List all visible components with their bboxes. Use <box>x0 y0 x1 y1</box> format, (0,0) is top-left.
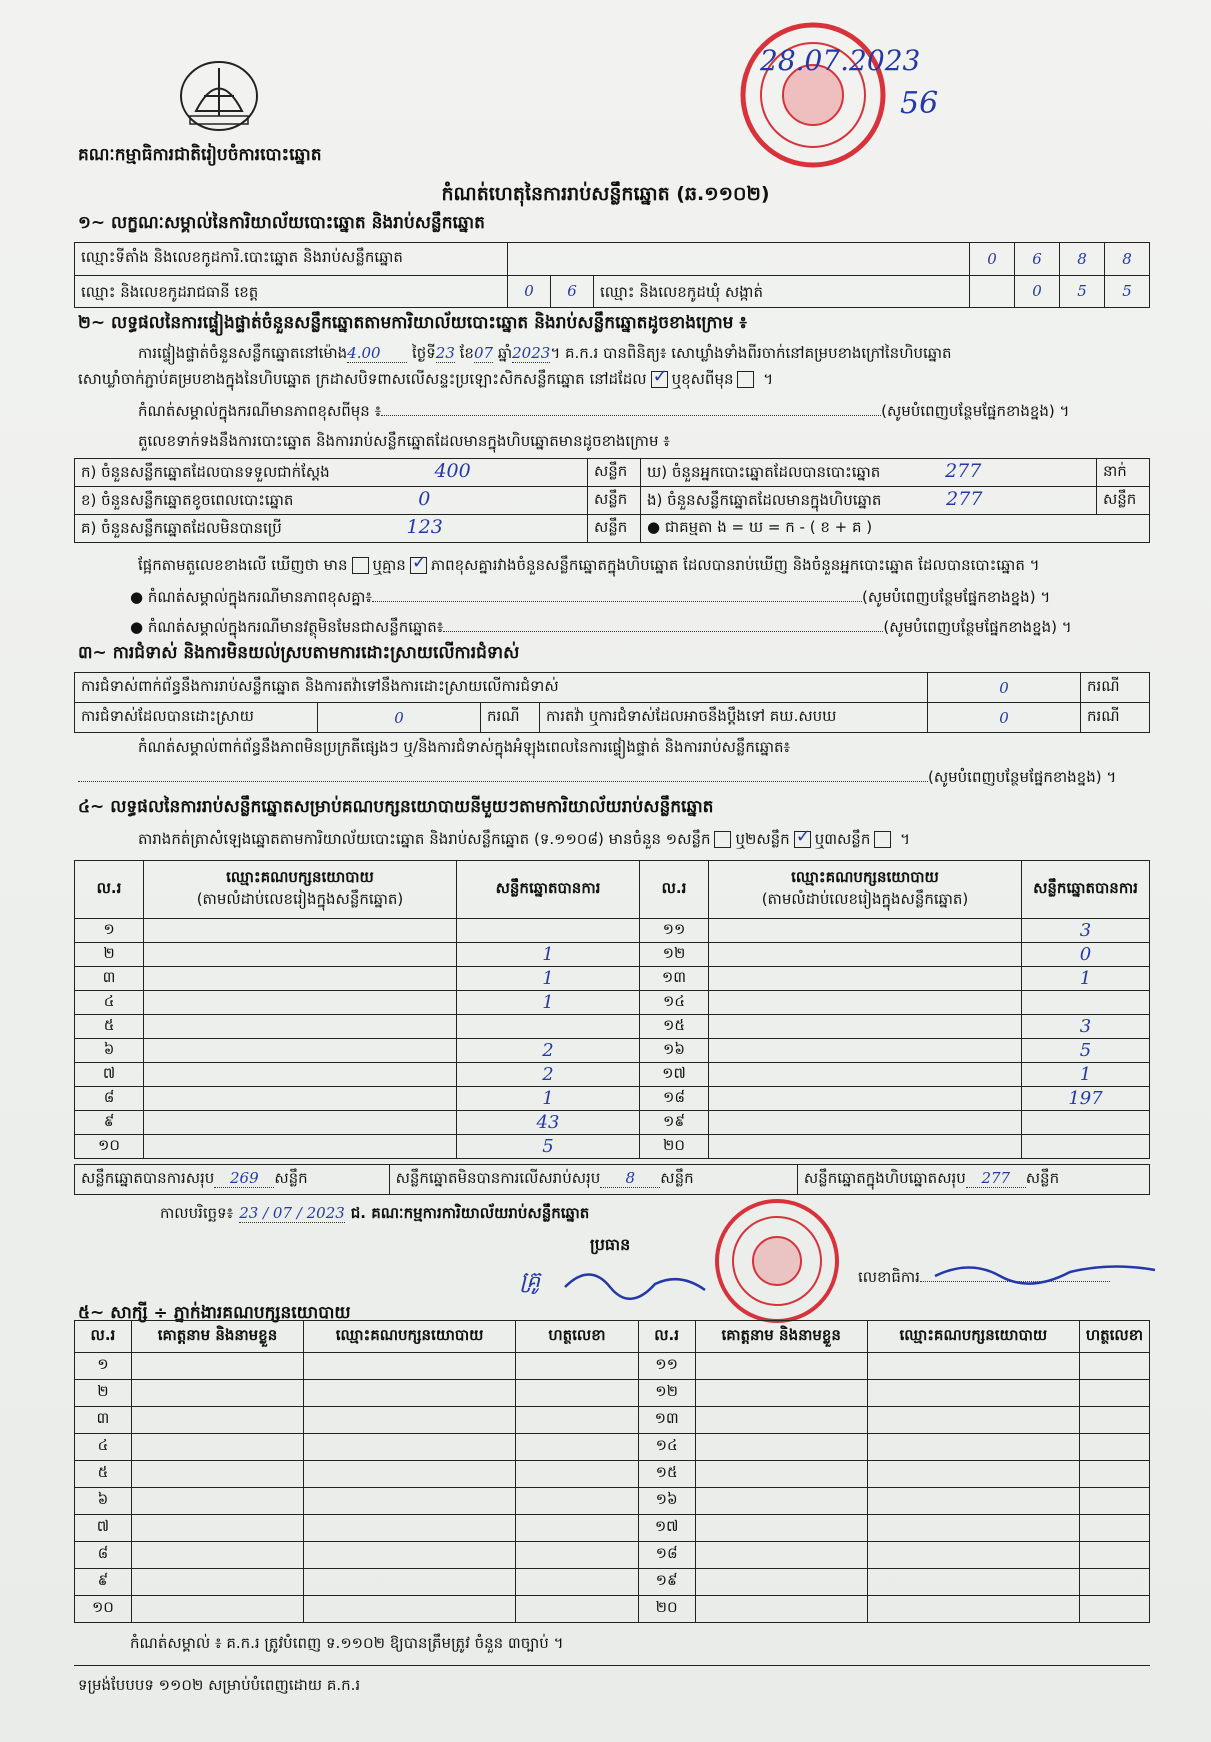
table-row <box>75 1596 1150 1623</box>
nec-emblem-icon <box>176 56 262 136</box>
witness-party <box>304 1461 516 1488</box>
witness-signature <box>1079 1380 1149 1407</box>
witness-party <box>867 1461 1079 1488</box>
section1-heading: ១~ លក្ខណៈសម្គាល់នៃការិយាល័យបោះឆ្នោត និងរាប់សន្លឹកឆ្នោត <box>78 213 485 233</box>
witness-number: ១៨ <box>638 1542 695 1569</box>
party-votes: 1 <box>457 1087 640 1111</box>
witness-number: ១ <box>75 1353 132 1380</box>
col-no: ល.រ <box>75 861 144 919</box>
witness-party <box>867 1542 1079 1569</box>
table-row <box>75 1087 1150 1111</box>
has-discrepancy-checkbox[interactable] <box>352 557 369 574</box>
party-number: ២០ <box>640 1135 709 1159</box>
totals-table <box>74 1164 1150 1195</box>
party-name <box>709 1015 1022 1039</box>
party-number: ២ <box>75 943 144 967</box>
party-name <box>709 943 1022 967</box>
col-no: ល.រ <box>638 1321 695 1353</box>
party-name <box>709 1039 1022 1063</box>
party-number: ១៥ <box>640 1015 709 1039</box>
witness-number: ៧ <box>75 1515 132 1542</box>
count-row-d: ឃ) ចំនួនអ្នកបោះឆ្នោតដែលបានបោះឆ្នោត 277 <box>641 459 1097 487</box>
col-party: ឈ្មោះគណបក្សនយោបាយ (តាមលំដាប់លេខរៀងក្នុងសន្លឹកឆ្នោត) <box>144 861 457 919</box>
verification-year: 2023 <box>512 344 551 362</box>
witness-name <box>131 1407 303 1434</box>
witness-party <box>304 1569 516 1596</box>
witness-name <box>695 1380 867 1407</box>
no-discrepancy-checkbox[interactable] <box>410 557 427 574</box>
witness-party <box>867 1569 1079 1596</box>
witness-name <box>695 1569 867 1596</box>
witness-number: ៥ <box>75 1461 132 1488</box>
count-row-a: ក) ចំនួនសន្លឹកឆ្នោតដែលបានទទួលជាក់ស្តែង 400 <box>75 459 588 487</box>
col-party: ឈ្មោះគណបក្សនយោបាយ <box>304 1321 516 1353</box>
col-sign: ហត្ថលេខា <box>516 1321 639 1353</box>
intact-checkbox[interactable] <box>651 371 668 388</box>
witness-party <box>867 1353 1079 1380</box>
table-row <box>75 919 1150 943</box>
party-name <box>144 1039 457 1063</box>
witness-party <box>867 1488 1079 1515</box>
footer-note: កំណត់សម្គាល់ ៖ គ.ក.រ ត្រូវបំពេញ ទ.១១០២ ឱ្យបានត្រឹមត្រូវ ចំនួន ៣ច្បាប់ ។ <box>130 1634 564 1652</box>
case-unit: ករណី <box>1081 703 1150 733</box>
total-box: សន្លឹកឆ្នោតក្នុងហិបឆ្នោតសរុប 277 សន្លឹក <box>797 1165 1149 1195</box>
witness-number: ១០ <box>75 1596 132 1623</box>
witness-name <box>131 1515 303 1542</box>
party-votes: 5 <box>457 1135 640 1159</box>
count-row-e: ង) ចំនួនសន្លឹកឆ្នោតដែលមានក្នុងហិបឆ្នោត 277 <box>641 487 1097 515</box>
witness-name <box>131 1434 303 1461</box>
witness-party <box>867 1515 1079 1542</box>
chair-signature-icon <box>560 1262 710 1302</box>
unit-label: សន្លឹក <box>1097 487 1150 515</box>
party-votes: 1 <box>457 967 640 991</box>
verification-time: 4.00 <box>347 344 407 363</box>
one-sheet-checkbox[interactable] <box>714 831 731 848</box>
party-votes <box>1022 991 1150 1015</box>
formula: ● ជាគម្មតា ង = ឃ = ក - ( ខ + គ ) <box>641 515 1150 543</box>
unit-label: សន្លឹក <box>588 459 641 487</box>
party-number: ១៧ <box>640 1063 709 1087</box>
count-c-value: 123 <box>406 516 443 538</box>
party-votes: 197 <box>1022 1087 1150 1111</box>
party-number: ៨ <box>75 1087 144 1111</box>
party-number: ១៣ <box>640 967 709 991</box>
table-row <box>75 1353 1150 1380</box>
section1-table <box>74 242 1150 308</box>
witness-number: ២ <box>75 1380 132 1407</box>
commune-code-digit: 5 <box>1105 275 1150 308</box>
party-votes: 43 <box>457 1111 640 1135</box>
table-row <box>75 1039 1150 1063</box>
witness-number: ១៤ <box>638 1434 695 1461</box>
col-sign: ហត្ថលេខា <box>1079 1321 1149 1353</box>
witness-number: ១៥ <box>638 1461 695 1488</box>
col-party: ឈ្មោះគណបក្សនយោបាយ <box>867 1321 1079 1353</box>
committee-label: ជ. គណៈកម្មការការិយាល័យរាប់សន្លឹកឆ្នោត <box>350 1204 590 1222</box>
witness-signature <box>1079 1407 1149 1434</box>
table-row <box>75 1407 1150 1434</box>
province-code-digit: 0 <box>508 275 551 308</box>
appeal-count: 0 <box>928 703 1081 733</box>
page-title: កំណត់ហេតុនៃការរាប់សន្លឹកឆ្នោត (ឆ.១១០២) <box>441 183 770 205</box>
province-label: ឈ្មោះ និងលេខកូដរាជធានី ខេត្ត <box>75 275 508 308</box>
objections-table <box>74 672 1150 733</box>
section4-heading: ៤~ លទ្ធផលនៃការរាប់សន្លឹកឆ្នោតសម្រាប់គណបក្សនយោបាយនីមួយៗតាមការិយាល័យរាប់សន្លឹកឆ្នោត <box>78 797 714 817</box>
bullet-discrepancy-note: ● កំណត់សម្គាល់ក្នុងករណីមានភាពខុសគ្នា៖ (សូមបំពេញបន្ថែមផ្នែកខាងខ្នង) ។ <box>130 588 1051 606</box>
table-row <box>75 1380 1150 1407</box>
stamp-number: 56 <box>900 86 939 121</box>
witness-signature <box>1079 1515 1149 1542</box>
witness-party <box>304 1488 516 1515</box>
party-votes: 1 <box>1022 967 1150 991</box>
witness-name <box>695 1542 867 1569</box>
office-code-digit: 8 <box>1060 243 1105 276</box>
count-row-b: ខ) ចំនួនសន្លឹកឆ្នោតខូចពេលបោះឆ្នោត 0 <box>75 487 588 515</box>
section2-heading: ២~ លទ្ធផលនៃការផ្ទៀងផ្ទាត់ចំនួនសន្លឹកឆ្នោតតាមការិយាល័យបោះឆ្នោត និងរាប់សន្លឹកឆ្នោតដូចខាងក្រោម ៖ <box>78 313 747 333</box>
witness-name <box>695 1407 867 1434</box>
witness-number: ១៦ <box>638 1488 695 1515</box>
party-number: ១៤ <box>640 991 709 1015</box>
discrepancy-line: ផ្អែកតាមតួលេខខាងលើ ឃើញថា មាន ឬគ្មាន✓ ភាពខុសគ្នារវាងចំនួនសន្លឹកឆ្នោតក្នុងហិបឆ្នោត ដែលបានរាប់ឃើញ និងចំនួនអ្នកបោះឆ្នោត ដែលបានបោះឆ្នោត ។ <box>138 556 1148 578</box>
witness-party <box>867 1434 1079 1461</box>
witness-signature <box>1079 1353 1149 1380</box>
total-valid-value: 269 <box>214 1169 274 1188</box>
col-votes: សន្លឹកឆ្នោតបានការ <box>1022 861 1150 919</box>
secretary: លេខាធិការ <box>858 1268 1110 1290</box>
table-row <box>75 943 1150 967</box>
witness-name <box>131 1461 303 1488</box>
count-d-value: 277 <box>945 460 982 482</box>
section3-heading: ៣~ ការជំទាស់ និងការមិនយល់ស្របតាមការដោះស្រាយលើការជំទាស់ <box>78 643 520 663</box>
party-name <box>709 967 1022 991</box>
party-name <box>144 1087 457 1111</box>
party-number: ៣ <box>75 967 144 991</box>
counts-intro: តួលេខទាក់ទងនឹងការបោះឆ្នោត និងការរាប់សន្លឹកឆ្នោតដែលមានក្នុងហិបឆ្នោតមានដូចខាងក្រោម ៖ <box>138 432 670 450</box>
witness-name <box>131 1380 303 1407</box>
party-name <box>144 967 457 991</box>
commune-code-digit: 0 <box>1015 275 1060 308</box>
party-votes: 1 <box>457 991 640 1015</box>
case-unit: ករណី <box>481 703 540 733</box>
witness-number: ១៩ <box>638 1569 695 1596</box>
form-id: ទម្រង់បែបបទ ១១០២ សម្រាប់បំពេញដោយ គ.ក.រ <box>78 1676 361 1694</box>
stamp-date: 28.07.2023 <box>760 44 921 77</box>
party-number: ៩ <box>75 1111 144 1135</box>
party-number: ១៦ <box>640 1039 709 1063</box>
witness-signature <box>516 1488 639 1515</box>
office-code-digit: 8 <box>1105 243 1150 276</box>
party-votes <box>1022 1135 1150 1159</box>
table-row <box>75 1542 1150 1569</box>
party-name <box>144 1015 457 1039</box>
case-unit: ករណី <box>1081 673 1150 703</box>
party-number: ៥ <box>75 1015 144 1039</box>
appeal-label: ការតវ៉ា ឬការជំទាស់ដែលអាចនឹងប្តឹងទៅ គឃ.សបឃ <box>540 703 928 733</box>
party-name <box>709 1111 1022 1135</box>
party-name <box>709 1063 1022 1087</box>
tally-sheet-line: តារាងកត់ត្រាសំឡេងឆ្នោតតាមការិយាល័យបោះឆ្នោត និងរាប់សន្លឹកឆ្នោត (ទ.១១០៨) មានចំនួន ១សន្លឹក ឬ២សន្លឹក✓ ឬ៣សន្លឹក ។ <box>138 830 910 852</box>
party-votes <box>457 1015 640 1039</box>
table-row <box>75 1111 1150 1135</box>
witness-number: ១៣ <box>638 1407 695 1434</box>
section5-heading: ៥~ សាក្សី ÷ ភ្នាក់ងារគណបក្សនយោបាយ <box>78 1303 351 1323</box>
witness-name <box>695 1461 867 1488</box>
irregularity-fill: (សូមបំពេញបន្ថែមផ្នែកខាងខ្នង) ។ <box>78 768 1148 790</box>
count-b-value: 0 <box>418 488 431 510</box>
table-row <box>75 1461 1150 1488</box>
total-invalid: សន្លឹកឆ្នោតមិនបានការលើសរាប់សរុប 8 សន្លឹក <box>389 1165 797 1195</box>
witness-signature <box>1079 1461 1149 1488</box>
party-name <box>144 943 457 967</box>
count-a-value: 400 <box>434 460 471 482</box>
witness-party <box>867 1596 1079 1623</box>
witness-party <box>304 1407 516 1434</box>
witness-number: ៨ <box>75 1542 132 1569</box>
footer-divider <box>74 1665 1150 1666</box>
witness-name <box>131 1488 303 1515</box>
irregularity-note: កំណត់សម្គាល់ពាក់ព័ន្ធនឹងភាពមិនប្រក្រតីផ្សេងៗ ឬ/និងការជំទាស់ក្នុងអំឡុងពេលនៃការផ្ទៀងផ្ទាត់ និងការរាប់សន្លឹកឆ្នោត៖ <box>138 738 791 756</box>
witness-number: ៤ <box>75 1434 132 1461</box>
witness-number: ១១ <box>638 1353 695 1380</box>
verification-day: 23 <box>435 344 455 362</box>
table-row <box>75 1569 1150 1596</box>
count-e-value: 277 <box>946 488 983 510</box>
col-no: ល.រ <box>75 1321 132 1353</box>
party-name <box>144 919 457 943</box>
three-sheet-checkbox[interactable] <box>874 831 891 848</box>
party-number: ៧ <box>75 1063 144 1087</box>
witness-signature <box>516 1407 639 1434</box>
party-number: ១៩ <box>640 1111 709 1135</box>
witness-name <box>695 1353 867 1380</box>
party-votes: 3 <box>1022 919 1150 943</box>
party-name <box>144 1135 457 1159</box>
witness-party <box>304 1515 516 1542</box>
unit-label: សន្លឹក <box>588 515 641 543</box>
witness-signature <box>516 1569 639 1596</box>
table-row <box>75 1515 1150 1542</box>
results-body <box>75 919 1150 1159</box>
table-row <box>75 1063 1150 1087</box>
witness-name <box>131 1542 303 1569</box>
witness-party <box>304 1596 516 1623</box>
chair-signature: គ្រូ <box>520 1268 541 1293</box>
secretary-signature-icon <box>930 1254 1160 1288</box>
table-row <box>75 1488 1150 1515</box>
party-name <box>144 1063 457 1087</box>
party-votes: 3 <box>1022 1015 1150 1039</box>
office-code-digit: 6 <box>1015 243 1060 276</box>
org-name: គណៈកម្មាធិការជាតិរៀបចំការបោះឆ្នោត <box>78 145 322 165</box>
count-date: 23 / 07 / 2023 <box>239 1204 345 1222</box>
witness-signature <box>1079 1569 1149 1596</box>
witness-signature <box>516 1515 639 1542</box>
resolved-label: ការជំទាស់ដែលបានដោះស្រាយ <box>75 703 318 733</box>
total-box-value: 277 <box>966 1169 1026 1188</box>
party-name <box>709 1135 1022 1159</box>
party-name <box>709 919 1022 943</box>
witness-body <box>75 1353 1150 1623</box>
office-name <box>508 243 970 276</box>
witness-party <box>867 1407 1079 1434</box>
party-votes <box>457 919 640 943</box>
col-name: គោត្តនាម និងនាមខ្លួន <box>131 1321 303 1353</box>
party-name <box>144 991 457 1015</box>
witness-signature <box>516 1542 639 1569</box>
witness-party <box>867 1380 1079 1407</box>
objection-row-1: ការជំទាស់ពាក់ព័ន្ធនឹងការរាប់សន្លឹកឆ្នោត និងការតវ៉ាទៅនឹងការដោះស្រាយលើការជំទាស់ <box>75 673 928 703</box>
witness-signature <box>1079 1542 1149 1569</box>
party-name <box>709 1087 1022 1111</box>
party-number: ១ <box>75 919 144 943</box>
witness-party <box>304 1380 516 1407</box>
party-name <box>144 1111 457 1135</box>
witness-party <box>304 1434 516 1461</box>
objection-count: 0 <box>928 673 1081 703</box>
party-votes <box>1022 1111 1150 1135</box>
two-sheet-checkbox[interactable] <box>794 831 811 848</box>
party-number: ១០ <box>75 1135 144 1159</box>
witness-number: ២០ <box>638 1596 695 1623</box>
table-row <box>75 991 1150 1015</box>
verification-month: 07 <box>473 344 494 362</box>
results-table <box>74 860 1150 1159</box>
witness-name <box>695 1596 867 1623</box>
table-row <box>75 1135 1150 1159</box>
witness-signature <box>516 1380 639 1407</box>
office-code-digit: 0 <box>970 243 1015 276</box>
witness-signature <box>1079 1434 1149 1461</box>
total-invalid-value: 8 <box>600 1169 660 1188</box>
party-number: ១១ <box>640 919 709 943</box>
witness-number: ១៧ <box>638 1515 695 1542</box>
party-votes: 2 <box>457 1039 640 1063</box>
witness-signature <box>1079 1488 1149 1515</box>
witness-number: ៦ <box>75 1488 132 1515</box>
witness-signature <box>516 1353 639 1380</box>
witness-party <box>304 1542 516 1569</box>
chair-title: ប្រធាន <box>590 1235 631 1254</box>
col-party: ឈ្មោះគណបក្សនយោបាយ (តាមលំដាប់លេខរៀងក្នុងសន្លឹកឆ្នោត) <box>709 861 1022 919</box>
party-votes: 5 <box>1022 1039 1150 1063</box>
date-line: កាលបរិច្ឆេទ៖ 23 / 07 / 2023 ជ. គណៈកម្មការការិយាល័យរាប់សន្លឹកឆ្នោត <box>160 1204 590 1222</box>
witness-name <box>695 1488 867 1515</box>
witness-name <box>131 1596 303 1623</box>
party-number: ៦ <box>75 1039 144 1063</box>
office-label: ឈ្មោះទីតាំង និងលេខកូដការិ.បោះឆ្នោត និងរាប់សន្លឹកឆ្នោត <box>75 243 508 276</box>
witness-number: ១២ <box>638 1380 695 1407</box>
party-name <box>709 991 1022 1015</box>
party-votes: 2 <box>457 1063 640 1087</box>
count-row-c: គ) ចំនួនសន្លឹកឆ្នោតដែលមិនបានប្រើ 123 <box>75 515 588 543</box>
witness-signature <box>516 1596 639 1623</box>
total-valid: សន្លឹកឆ្នោតបានការសរុប 269 សន្លឹក <box>75 1165 390 1195</box>
col-name: គោត្តនាម និងនាមខ្លួន <box>695 1321 867 1353</box>
party-votes: 0 <box>1022 943 1150 967</box>
witness-name <box>695 1515 867 1542</box>
changed-checkbox[interactable] <box>737 371 754 388</box>
table-row <box>75 1434 1150 1461</box>
bullet-object-note: ● កំណត់សម្គាល់ក្នុងករណីមានវត្ថុមិនមែនជាសន្លឹកឆ្នោត៖ (សូមបំពេញបន្ថែមផ្នែកខាងខ្នង) ។ <box>130 618 1072 636</box>
resolved-count: 0 <box>318 703 481 733</box>
witness-signature <box>1079 1596 1149 1623</box>
province-code-digit: 6 <box>551 275 594 308</box>
verification-line: ការផ្ទៀងផ្ទាត់ចំនួនសន្លឹកឆ្នោតនៅម៉ោង4.00 ថ្ងៃទី23 ខែ07 ឆ្នាំ2023។ គ.ក.រ បានពិនិត្យ៖ សោឃ្លាំងទាំងពីរចាក់នៅគម្របខាងក្រៅនៃហិបឆ្នោត <box>138 344 952 362</box>
party-number: ១៨ <box>640 1087 709 1111</box>
witness-name <box>131 1353 303 1380</box>
witness-table <box>74 1320 1150 1623</box>
witness-number: ៣ <box>75 1407 132 1434</box>
table-row <box>75 967 1150 991</box>
col-no: ល.រ <box>640 861 709 919</box>
witness-party <box>304 1353 516 1380</box>
party-number: ៤ <box>75 991 144 1015</box>
unit-label: សន្លឹក <box>588 487 641 515</box>
official-stamp-icon <box>738 20 888 170</box>
table-row <box>75 1015 1150 1039</box>
witness-signature <box>516 1461 639 1488</box>
witness-signature <box>516 1434 639 1461</box>
witness-number: ៩ <box>75 1569 132 1596</box>
party-number: ១២ <box>640 943 709 967</box>
party-votes: 1 <box>1022 1063 1150 1087</box>
difference-note: កំណត់សម្គាល់ក្នុងករណីមានភាពខុសពីមុន ៖ (សូមបំពេញបន្ថែមផ្នែកខាងខ្នង) ។ <box>138 402 1070 420</box>
committee-stamp-icon <box>712 1196 842 1326</box>
commune-label: ឈ្មោះ និងលេខកូដឃុំ សង្កាត់ <box>594 275 970 308</box>
col-votes: សន្លឹកឆ្នោតបានការ <box>457 861 640 919</box>
party-votes: 1 <box>457 943 640 967</box>
commune-code-digit: 5 <box>1060 275 1105 308</box>
witness-name <box>695 1434 867 1461</box>
witness-name <box>131 1569 303 1596</box>
unit-label: នាក់ <box>1097 459 1150 487</box>
counts-table <box>74 458 1150 543</box>
seal-line: សោឃ្លាំចាក់ភ្ជាប់គម្របខាងក្នុងនៃហិបឆ្នោត ក្រដាសបិទពាសលើសន្ទះប្រឡោះសិកសន្លឹកឆ្នោត នៅដដែល✓ ឬខុសពីមុន ។ <box>78 370 1148 392</box>
